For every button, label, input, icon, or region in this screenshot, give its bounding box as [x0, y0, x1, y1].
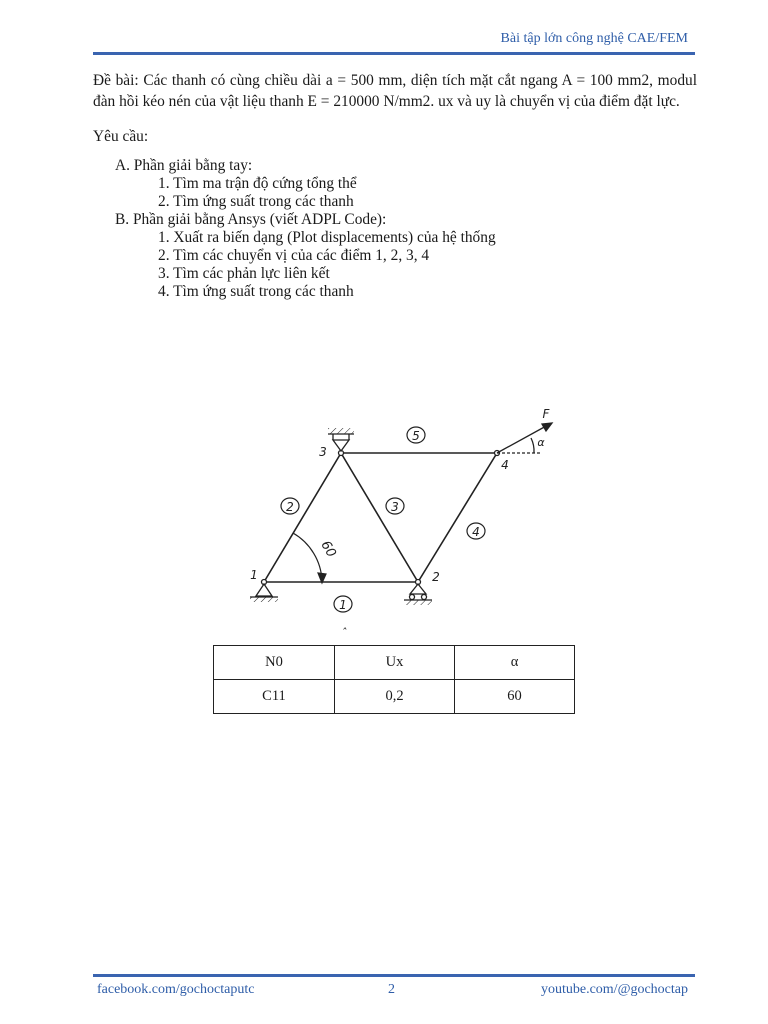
list-item: 3. Tìm các phản lực liên kết [158, 265, 330, 282]
list-item: 1. Xuất ra biến dạng (Plot displacements) của hệ thống [158, 229, 496, 246]
parameter-table [213, 645, 575, 714]
node-2-label: 2 [432, 570, 440, 584]
table-header-cell: N0 [214, 646, 335, 680]
page-number: 2 [388, 982, 395, 997]
truss-members [264, 453, 497, 582]
list-item: 2. Tìm các chuyển vị của các điểm 1, 2, 3, 4 [158, 247, 430, 264]
alpha-label: α [537, 436, 545, 449]
problem-content [93, 70, 697, 301]
table-cell: 0,2 [335, 680, 455, 714]
member-3-line [341, 453, 418, 582]
truss-diagram [240, 398, 580, 638]
table-header-cell: Ux [335, 646, 455, 680]
member-3-label: 3 [391, 500, 399, 514]
roller-support-icon [404, 584, 432, 605]
member-5-label: 5 [412, 429, 420, 443]
ceiling-pin-support-icon [328, 428, 354, 451]
section-a [115, 157, 697, 211]
list-item: 2. Tìm ứng suất trong các thanh [158, 193, 354, 210]
pin-support-icon [250, 584, 278, 602]
node-4-label: 4 [501, 458, 509, 472]
caption-mark: ˆ [341, 626, 347, 638]
footer-youtube-link[interactable]: youtube.com/@gochoctap [540, 982, 688, 997]
angle-label: 60 [317, 538, 339, 561]
angle-arc-icon [293, 533, 326, 583]
footer-rule [93, 974, 695, 977]
header-title: Bài tập lớn công nghệ CAE/FEM [500, 31, 688, 46]
member-4-label: 4 [472, 525, 480, 539]
force-label: F [542, 407, 550, 421]
problem-statement: Đề bài: Các thanh có cùng chiều dài a = 500 mm, diện tích mặt cắt ngang A = 100 mm2, modul đàn hồi kéo nén của vật liệu thanh E = 210000 N/mm2. ux và uy là chuyển vị của điểm đặt lực. [93, 72, 697, 110]
member-4-line [418, 453, 497, 582]
table-cell: C11 [214, 680, 335, 714]
section-b [115, 211, 697, 301]
table-cell: 60 [455, 680, 575, 714]
table-header-cell: α [455, 646, 575, 680]
requirements-heading: Yêu cầu: [93, 128, 149, 145]
table-header-row [214, 646, 575, 680]
table-row [214, 680, 575, 714]
section-title: A. Phần giải bằng tay: [115, 157, 253, 174]
node-1-label: 1 [250, 568, 258, 582]
member-2-label: 2 [286, 500, 294, 514]
member-1-label: 1 [339, 598, 347, 612]
list-item: 1. Tìm ma trận độ cứng tổng thể [158, 175, 357, 192]
footer-facebook-link[interactable]: facebook.com/gochoctaputc [97, 982, 255, 997]
list-item: 4. Tìm ứng suất trong các thanh [158, 283, 354, 300]
section-title: B. Phần giải bằng Ansys (viết ADPL Code): [115, 211, 387, 228]
header-rule [93, 52, 695, 55]
node-3-label: 3 [319, 445, 327, 459]
member-2-line [264, 453, 341, 582]
